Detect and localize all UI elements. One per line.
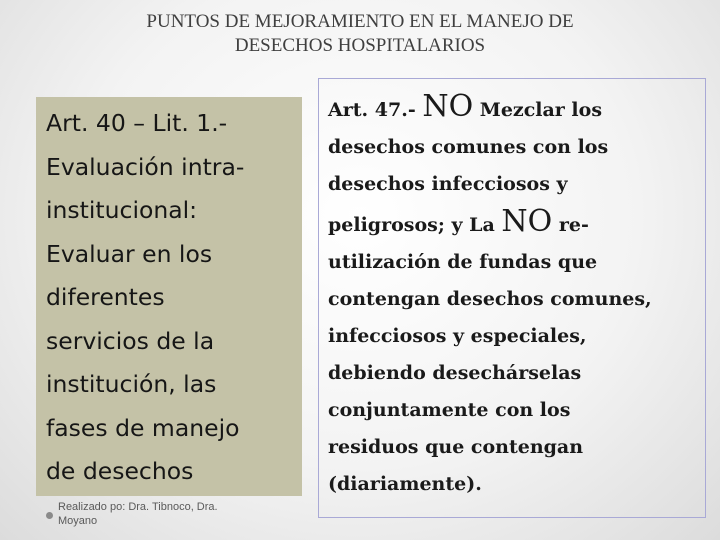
left-line: Evaluación intra- xyxy=(46,152,245,181)
right-line-1-pre: Art. 47.- xyxy=(328,99,423,121)
slide-title-line-2: DESECHOS HOSPITALARIOS xyxy=(234,35,486,56)
left-line: diferentes xyxy=(46,283,165,311)
footer-line-1: Realizado po: Dra. Tibnoco, Dra. xyxy=(58,501,218,513)
right-line xyxy=(328,88,708,129)
right-line-1-post: Mezclar los xyxy=(473,99,603,121)
emphasis-no: NO xyxy=(501,204,553,239)
slide-title xyxy=(0,10,720,58)
right-line: (diariamente). xyxy=(328,473,482,495)
right-line: utilización de fundas que xyxy=(328,251,598,273)
right-line-4-pre: peligrosos; y La xyxy=(328,214,502,236)
right-line: desechos infecciosos y xyxy=(328,173,568,195)
right-line: residuos que contengan xyxy=(328,436,584,458)
right-line: infecciosos y especiales, xyxy=(328,325,587,347)
left-line: institución, las xyxy=(46,370,217,398)
left-line: Art. 40 – Lit. 1.- xyxy=(46,109,228,137)
emphasis-no: NO xyxy=(422,89,474,124)
left-line: institucional: xyxy=(46,196,198,224)
right-line xyxy=(328,203,708,244)
slide-title-line-1: PUNTOS DE MEJORAMIENTO EN EL MANEJO DE xyxy=(146,11,574,32)
footer-line-2: Moyano xyxy=(58,515,98,527)
right-line: contengan desechos comunes, xyxy=(328,288,652,310)
left-line: fases de manejo xyxy=(46,413,240,442)
right-panel-text xyxy=(328,88,708,503)
right-line: conjuntamente con los xyxy=(328,399,571,421)
left-line: Evaluar en los xyxy=(46,239,213,268)
left-line: servicios de la xyxy=(46,326,215,355)
left-line: de desechos xyxy=(46,457,194,485)
right-line: desechos comunes con los xyxy=(328,136,609,158)
left-panel-text xyxy=(46,102,304,494)
bullet-icon xyxy=(46,512,53,519)
footer-text xyxy=(58,500,298,528)
right-line-4-post: re- xyxy=(552,214,589,236)
right-line: debiendo desechárselas xyxy=(328,362,582,384)
